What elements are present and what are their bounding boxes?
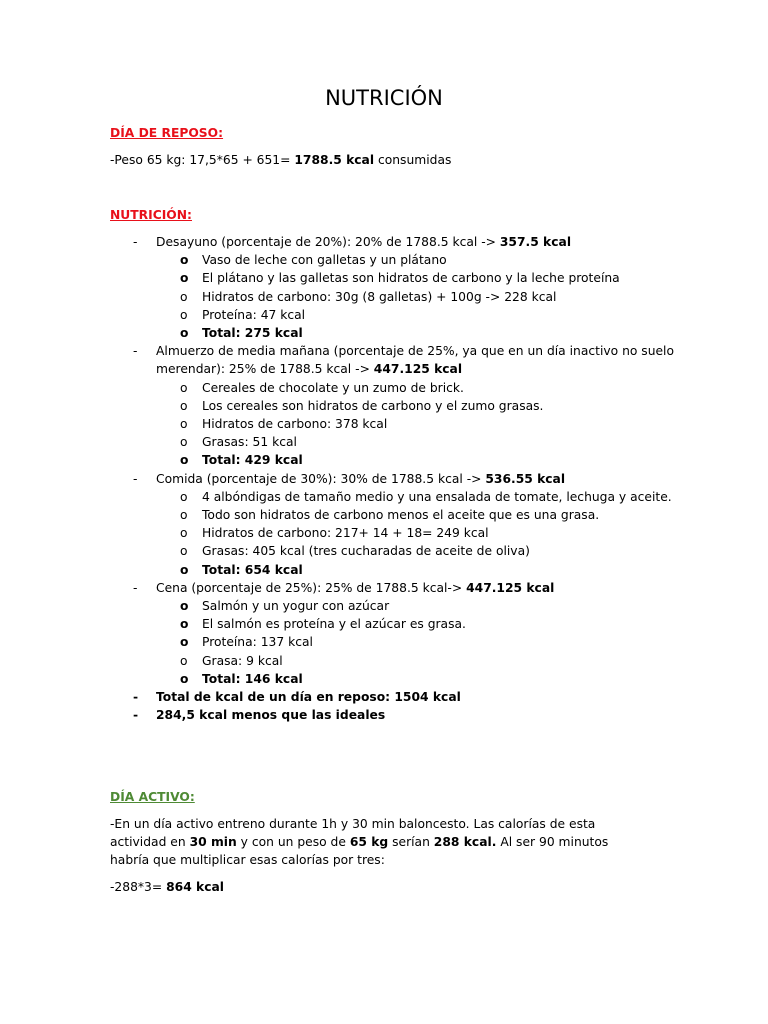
- sub-bullet: o: [180, 526, 188, 541]
- para-bold-run: 288 kcal.: [433, 835, 497, 850]
- calc-formula: -288*3=: [110, 880, 167, 894]
- sub-bullet: o: [180, 453, 189, 468]
- para-bold-run: 30 min: [189, 835, 237, 850]
- summary-dash: -: [133, 690, 139, 704]
- sub-bullet: o: [180, 599, 189, 613]
- sub-bullet: o: [180, 289, 188, 304]
- sub-bullet: o: [180, 326, 189, 340]
- calc-kcal: 864 kcal: [166, 880, 225, 894]
- sub-bullet: o: [180, 671, 189, 686]
- active-day-heading: DÍA ACTIVO:: [110, 790, 195, 804]
- summary-text: Total de kcal de un día en reposo: 1504 kcal: [156, 690, 461, 704]
- sub-item-text: Hidratos de carbono: 378 kcal: [202, 417, 388, 431]
- sub-item-text: Salmón y un yogur con azúcar: [202, 599, 390, 613]
- weight-formula: -Peso 65 kg: 17,5*65 + 651=: [110, 153, 295, 167]
- para-text-run: serían: [388, 835, 434, 850]
- sub-bullet: o: [180, 617, 189, 632]
- sub-bullet: o: [180, 307, 188, 322]
- sub-item-text: 4 albóndigas de tamaño medio y una ensalada de tomate, lechuga y aceite.: [202, 489, 672, 504]
- sub-item-text: Los cereales son hidratos de carbono y el zumo grasas.: [202, 398, 544, 413]
- para-text-run: y con un peso de: [236, 835, 350, 850]
- meal-kcal: 447.125 kcal: [466, 580, 555, 595]
- page-title: NUTRICIÓN: [325, 86, 443, 110]
- sub-bullet: o: [180, 380, 188, 395]
- sub-item-text: Proteína: 137 kcal: [202, 635, 313, 650]
- sub-item-text: Grasa: 9 kcal: [202, 653, 283, 668]
- active-day-paragraph: [110, 815, 650, 870]
- sub-bullet: o: [180, 417, 188, 431]
- sub-item-text: Proteína: 47 kcal: [202, 307, 306, 322]
- sub-item-text: El salmón es proteína y el azúcar es grasa.: [202, 617, 466, 632]
- sub-bullet: o: [180, 653, 188, 668]
- sub-item-text: Vaso de leche con galletas y un plátano: [202, 253, 447, 268]
- weight-suffix: consumidas: [374, 153, 452, 167]
- sub-item-text: Hidratos de carbono: 30g (8 galletas) + 100g -> 228 kcal: [202, 289, 557, 304]
- summary-dash: -: [133, 708, 139, 723]
- para-text-run: -En un día activo entreno durante 1h y 30 min baloncesto. Las calorías de esta actividad en: [110, 817, 596, 850]
- rest-day-weight-line: [110, 151, 451, 169]
- sub-item-text: Total: 654 kcal: [202, 562, 303, 577]
- sub-bullet: o: [180, 271, 189, 286]
- meal-text: [156, 233, 571, 251]
- summary-text: 284,5 kcal menos que las ideales: [156, 708, 386, 723]
- meal-text-plain: merendar): 25% de 1788.5 kcal ->: [156, 362, 374, 377]
- sub-bullet: o: [180, 398, 188, 413]
- weight-kcal: 1788.5 kcal: [294, 153, 375, 167]
- sub-bullet: o: [180, 544, 188, 559]
- meal-text-line2: [156, 360, 462, 378]
- sub-item-text: Todo son hidratos de carbono menos el aceite que es una grasa.: [202, 508, 600, 522]
- sub-item-text: El plátano y las galletas son hidratos de carbono y la leche proteína: [202, 271, 620, 286]
- meal-text: [156, 579, 554, 597]
- sub-item-text: Hidratos de carbono: 217+ 14 + 18= 249 kcal: [202, 526, 489, 541]
- nutrition-heading: NUTRICIÓN:: [110, 208, 192, 222]
- sub-item-text: Grasas: 51 kcal: [202, 435, 297, 450]
- meal-text-plain: Cena (porcentaje de 25%): 25% de 1788.5 kcal->: [156, 580, 467, 595]
- para-bold-run: 65 kg: [349, 835, 389, 850]
- active-day-calc-line: [110, 878, 224, 896]
- meal-dash: -: [133, 235, 138, 249]
- rest-day-heading: DÍA DE REPOSO:: [110, 126, 224, 140]
- sub-item-text: Total: 429 kcal: [202, 453, 303, 468]
- sub-item-text: Grasas: 405 kcal (tres cucharadas de aceite de oliva): [202, 544, 530, 559]
- meal-text-plain: Comida (porcentaje de 30%): 30% de 1788.5 kcal ->: [156, 471, 486, 486]
- sub-bullet: o: [180, 635, 189, 650]
- meal-text-line1: Almuerzo de media mañana (porcentaje de 25%, ya que en un día inactivo no suelo: [156, 344, 675, 359]
- meal-kcal: 357.5 kcal: [499, 235, 572, 249]
- meal-dash: -: [133, 344, 138, 359]
- meal-text: [156, 470, 565, 488]
- sub-bullet: o: [180, 253, 189, 268]
- sub-bullet: o: [180, 435, 188, 450]
- meal-kcal: 447.125 kcal: [373, 362, 463, 377]
- meal-dash: -: [133, 471, 138, 486]
- sub-bullet: o: [180, 508, 188, 522]
- sub-item-text: Total: 275 kcal: [202, 326, 303, 340]
- sub-bullet: o: [180, 489, 188, 504]
- sub-bullet: o: [180, 562, 189, 577]
- sub-item-text: Cereales de chocolate y un zumo de brick.: [202, 380, 464, 395]
- sub-item-text: Total: 146 kcal: [202, 671, 303, 686]
- para-text-run: Al ser 90 minutos habría que multiplicar esas calorías por tres:: [110, 835, 609, 868]
- meal-text-plain: Desayuno (porcentaje de 20%): 20% de 1788.5 kcal ->: [156, 235, 500, 249]
- meal-kcal: 536.55 kcal: [485, 471, 566, 486]
- meal-dash: -: [133, 580, 138, 595]
- meal-text: [156, 342, 674, 360]
